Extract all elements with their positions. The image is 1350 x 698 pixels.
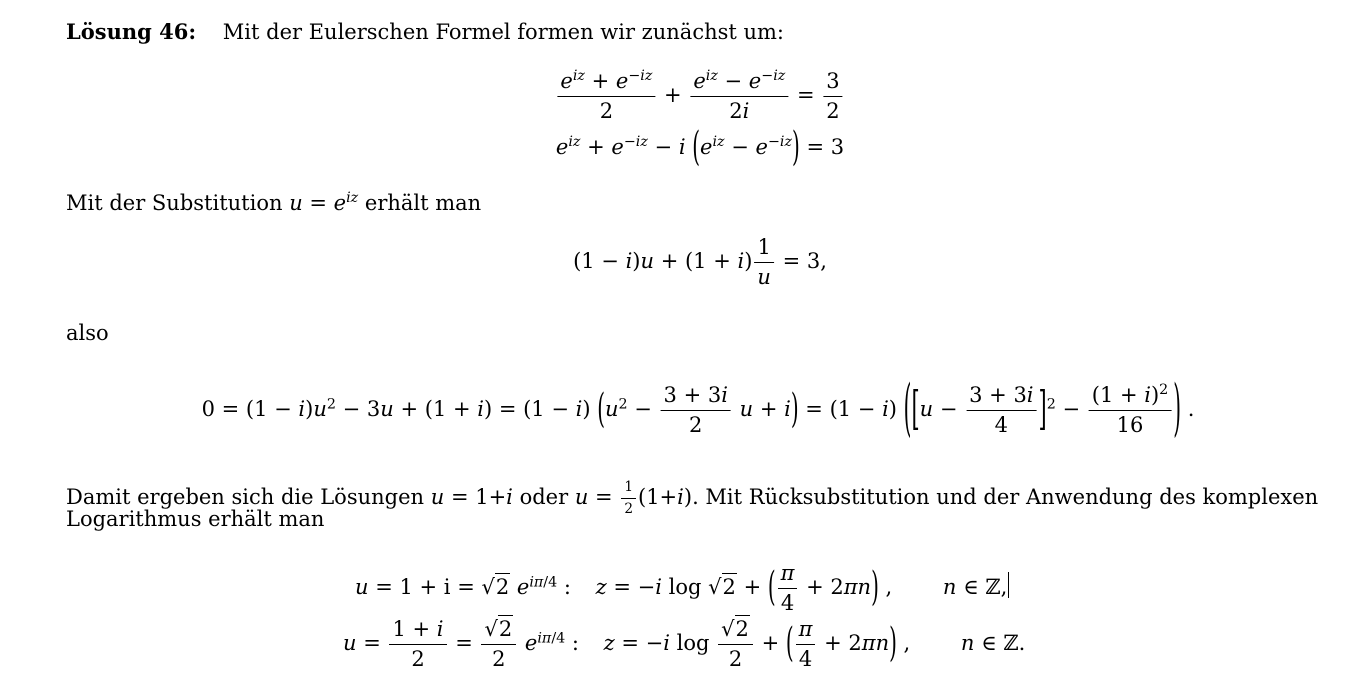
backsubstitution-text: Mit Rücksubstitution und der Anwendung des komplexen (705, 485, 1319, 510)
eq1-rhs-num: 3 (823, 70, 842, 97)
eq1-rhs-den: 2 (826, 99, 840, 124)
text-cursor (1008, 572, 1009, 598)
equation-solution-2: u = $\frac{1 + i}{2}$ = $\frac{√2}{2}$ $e^{i\pi/4}$ : z = −i log $\frac{√2}{2}$ + ( $\frac{\pi}{4}$ + 2πn) , n ∈ ℤ. (343, 617, 1026, 672)
equation-solution-1: u = 1 + i = √2 $e^{i\pi/4}$ : z = −i log √2 + ( $\frac{\pi}{4}$ + 2πn) , n ∈ ℤ, (355, 561, 1008, 616)
oder-text: oder (519, 485, 569, 510)
solution-intro: Mit der Eulerschen Formel formen wir zunächst um: (222, 20, 785, 44)
paragraph-also: also (66, 321, 109, 345)
solution-label: Lösung 46: (66, 19, 197, 44)
equation-euler-fraction: $\frac{e^{iz} + e^{-iz}}{2}$ + $\frac{e^{iz} - e^{-iz}}{2i}$ = $\frac{3}{2}$ (555, 70, 844, 123)
substitution-result-text: erhält man (364, 191, 482, 215)
equation-euler-simplified: $e^{iz} + e^{-iz} - i$ $(e^{iz} - e^{-iz}) = 3$ (555, 122, 845, 171)
equation-quadratic: $0 = (1 - i)u^2 - 3u + (1 + i) = (1 - i)$ ($u^2$ − $\frac{3 + 3i}{2}$ u + i) = (1 − i) ([u − $\frac{3 + 3i}{4}$ ]$^2$ − $\frac{(1 + i)^2}{16}$ ) . (201, 369, 1195, 445)
solution-heading (66, 21, 784, 43)
eq3-rhs: 3, (806, 249, 827, 274)
equation-u-form: (1 − i)u + (1 + i) $\frac{1}{u}$ = 3, (573, 235, 827, 290)
paragraph-solutions: Damit ergeben sich die Lösungen u = 1+i oder u = $\frac{1}{2}$ (1+i). Mit Rücksubstitution und der Anwendung des komplexen (66, 479, 1319, 518)
eq2-rhs: 3 (830, 135, 845, 159)
eq5-lhs: 1 + i (399, 575, 451, 600)
solutions-text: Damit ergeben sich die Lösungen (66, 485, 425, 510)
eq4-lhs: 0 (201, 397, 215, 422)
denominator-16: 16 (1116, 413, 1144, 438)
substitution-text: Mit der Substitution (66, 191, 283, 215)
paragraph-logarithm: Logarithmus erhält man (66, 507, 325, 531)
paragraph-substitution: Mit der Substitution $u = e^{iz}$ erhält man (66, 190, 482, 215)
